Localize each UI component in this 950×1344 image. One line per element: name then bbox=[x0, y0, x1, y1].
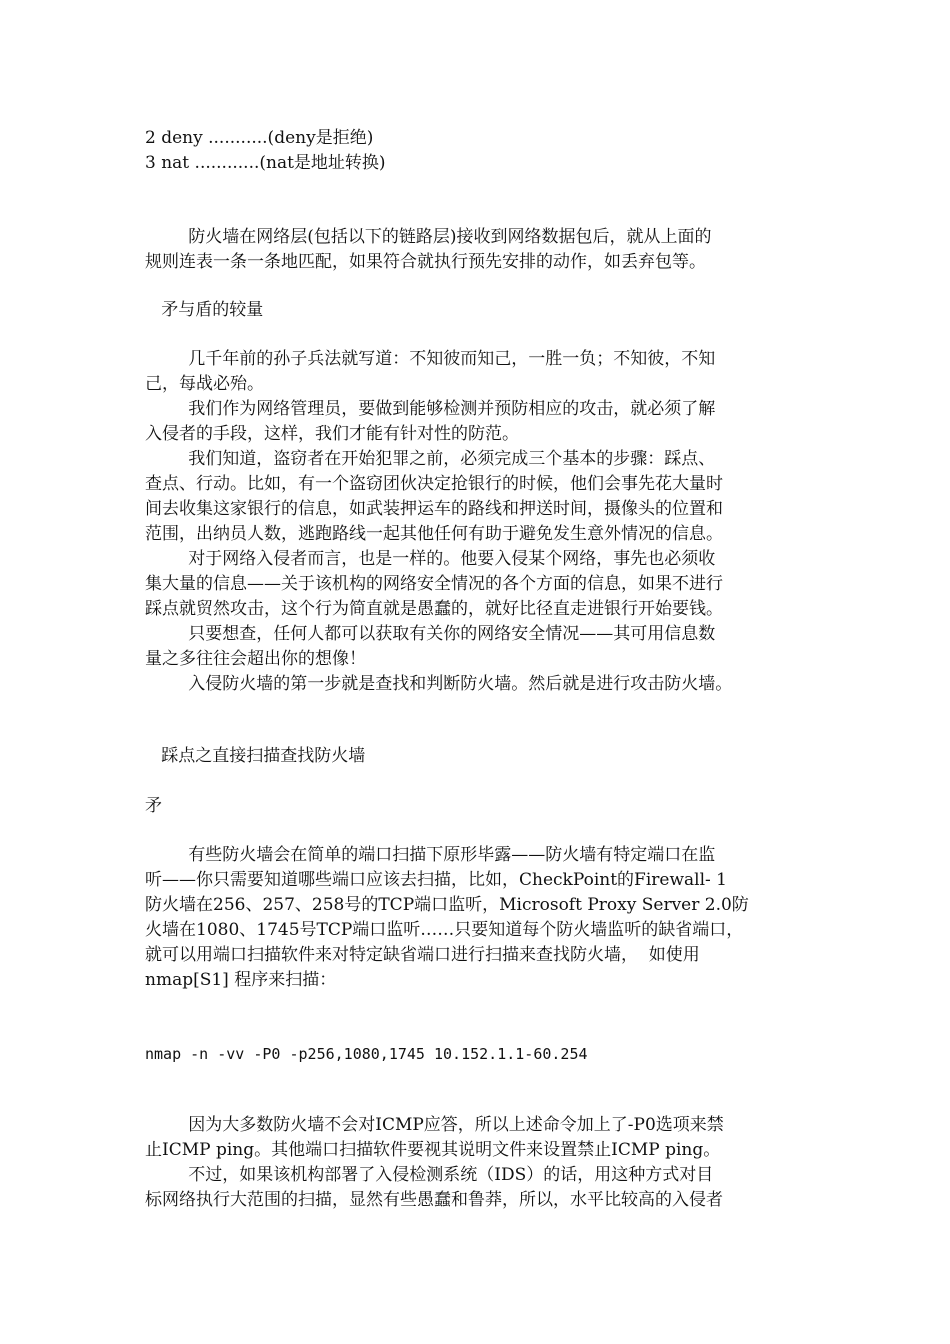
paragraph-line: 不过，如果该机构部署了入侵检测系统（IDS）的话，用这种方式对目 bbox=[145, 1165, 714, 1185]
paragraph-line: 踩点就贸然攻击，这个行为简直就是愚蠢的，就好比径直走进银行开始要钱。 bbox=[145, 599, 723, 619]
paragraph-line: 因为大多数防火墙不会对ICMP应答，所以上述命令加上了-P0选项来禁 bbox=[145, 1115, 724, 1135]
paragraph-line: 止ICMP ping。其他端口扫描软件要视其说明文件来设置禁止ICMP ping。 bbox=[145, 1140, 721, 1160]
paragraph-line: 范围，出纳员人数，逃跑路线一起其他任何有助于避免发生意外情况的信息。 bbox=[145, 524, 723, 544]
paragraph-line: 防火墙在256、257、258号的TCP端口监听，Microsoft Proxy Server 2.0防 bbox=[145, 895, 749, 915]
paragraph-line: 我们知道，盗窃者在开始犯罪之前，必须完成三个基本的步骤：踩点、 bbox=[145, 449, 716, 469]
paragraph-line: nmap[S1] 程序来扫描： bbox=[145, 970, 337, 990]
paragraph-line: 只要想查，任何人都可以获取有关你的网络安全情况——其可用信息数 bbox=[145, 624, 716, 644]
paragraph-line: 查点、行动。比如，有一个盗窃团伙决定抢银行的时候，他们会事先花大量时 bbox=[145, 474, 723, 494]
rule-line: 2 deny ...........(deny是拒绝) bbox=[145, 128, 374, 148]
paragraph-line: 规则连表一条一条地匹配，如果符合就执行预先安排的动作，如丢弃包等。 bbox=[145, 252, 706, 272]
paragraph-line: 己，每战必殆。 bbox=[145, 374, 264, 394]
paragraph-line: 量之多往往会超出你的想像！ bbox=[145, 649, 366, 669]
paragraph-line: 防火墙在网络层(包括以下的链路层)接收到网络数据包后，就从上面的 bbox=[145, 227, 712, 247]
paragraph-line: 就可以用端口扫描软件来对特定缺省端口进行扫描来查找防火墙， 如使用 bbox=[145, 945, 700, 965]
command-line: nmap -n -vv -P0 -p256,1080,1745 10.152.1.1-60.254 bbox=[145, 1045, 588, 1063]
paragraph-line: 标网络执行大范围的扫描，显然有些愚蠢和鲁莽，所以，水平比较高的入侵者 bbox=[145, 1190, 723, 1210]
paragraph-line: 集大量的信息——关于该机构的网络安全情况的各个方面的信息，如果不进行 bbox=[145, 574, 723, 594]
paragraph-line: 几千年前的孙子兵法就写道：不知彼而知己，一胜一负；不知彼，不知 bbox=[145, 349, 716, 369]
paragraph-line: 入侵防火墙的第一步就是查找和判断防火墙。然后就是进行攻击防火墙。 bbox=[145, 674, 733, 694]
rule-line: 3 nat ............(nat是地址转换) bbox=[145, 153, 386, 173]
section-heading: 踩点之直接扫描查找防火墙 bbox=[145, 746, 366, 766]
paragraph-line: 间去收集这家银行的信息，如武装押运车的路线和押送时间，摄像头的位置和 bbox=[145, 499, 723, 519]
paragraph-line: 火墙在1080、1745号TCP端口监听……只要知道每个防火墙监听的缺省端口， bbox=[145, 920, 744, 940]
paragraph-line: 有些防火墙会在简单的端口扫描下原形毕露——防火墙有特定端口在监 bbox=[145, 845, 716, 865]
paragraph-line: 对于网络入侵者而言，也是一样的。他要入侵某个网络，事先也必须收 bbox=[145, 549, 716, 569]
section-heading: 矛与盾的较量 bbox=[145, 300, 264, 320]
subsection-heading: 矛 bbox=[145, 796, 162, 816]
paragraph-line: 入侵者的手段，这样，我们才能有针对性的防范。 bbox=[145, 424, 519, 444]
paragraph-line: 听——你只需要知道哪些端口应该去扫描，比如，CheckPoint的Firewall- 1 bbox=[145, 870, 727, 890]
paragraph-line: 我们作为网络管理员，要做到能够检测并预防相应的攻击，就必须了解 bbox=[145, 399, 716, 419]
